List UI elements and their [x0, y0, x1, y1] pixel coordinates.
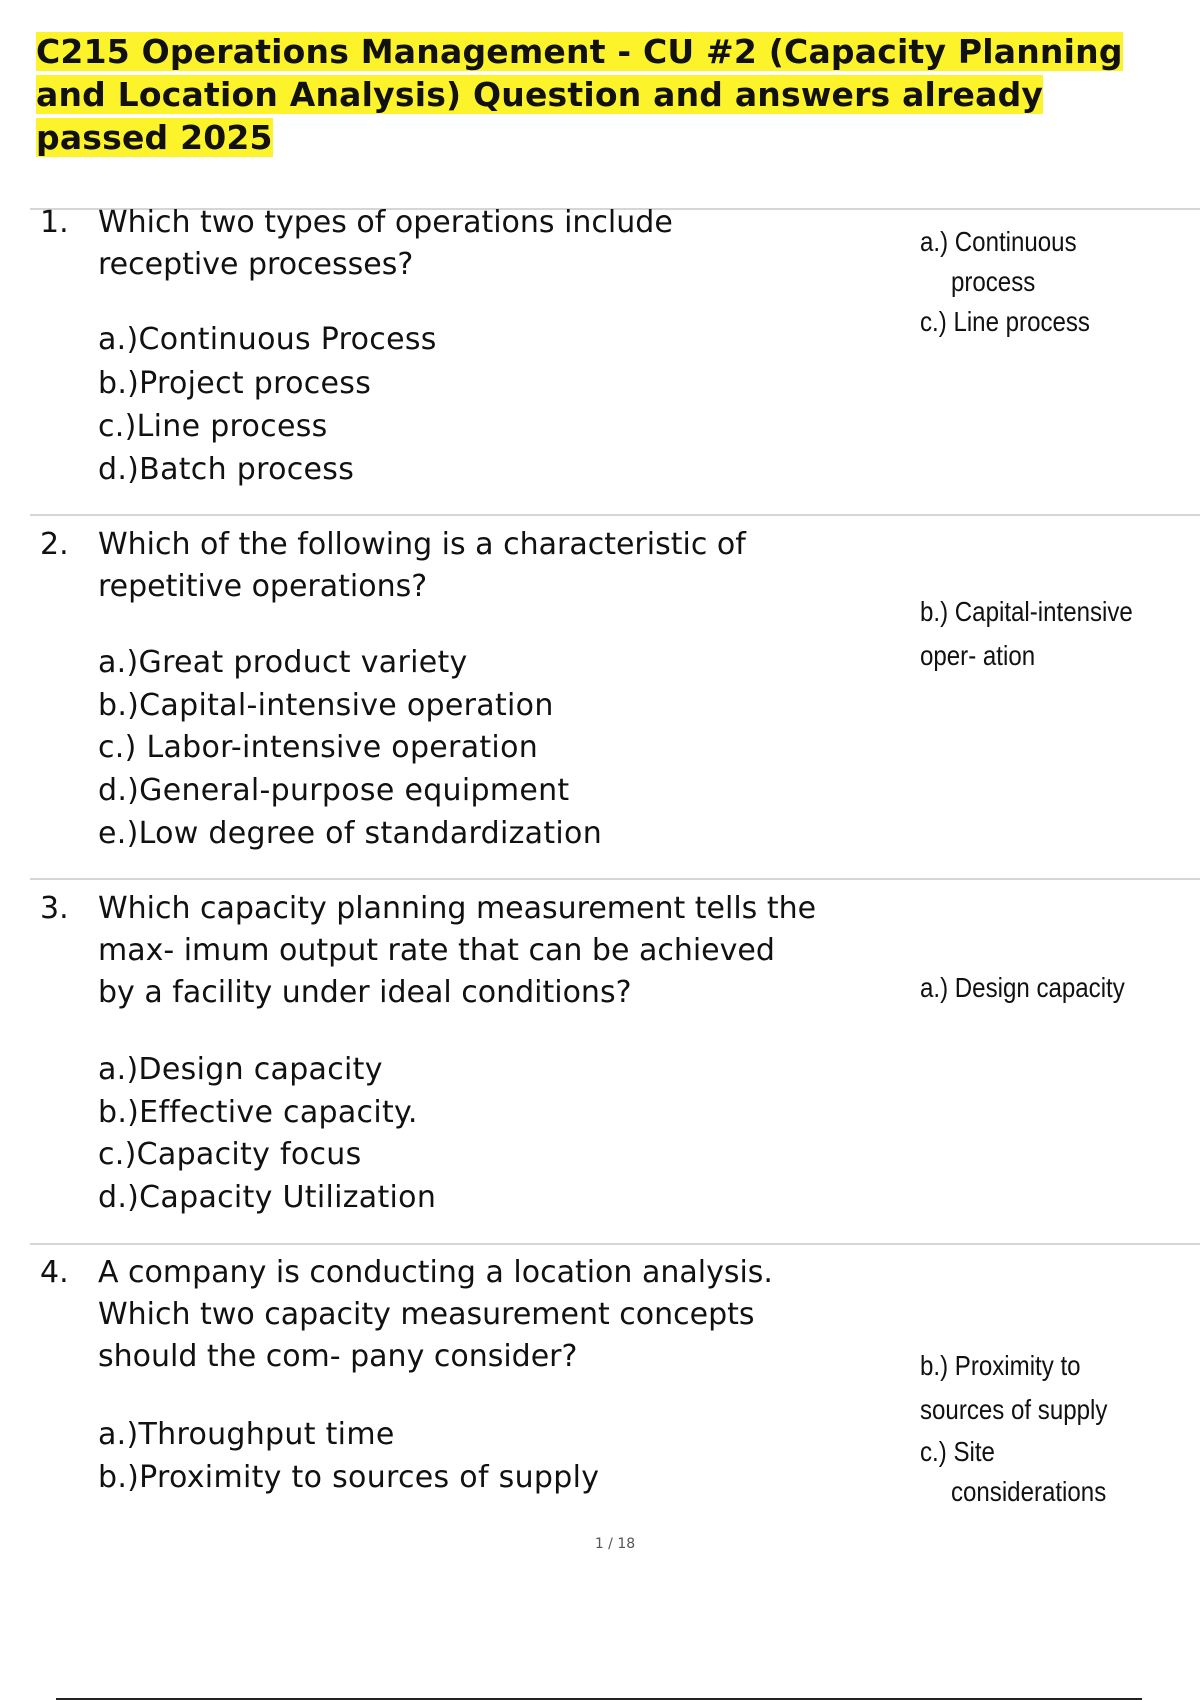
answer-line: b.) Capital-intensive	[920, 596, 1133, 627]
question-line: repetitive operations?	[98, 569, 428, 604]
option-c: c.)Capacity focus	[98, 1137, 362, 1172]
question-line: Which of the following is a characteristic of	[98, 527, 746, 562]
answer-line: a.) Continuous	[920, 226, 1077, 257]
question-number: 1.	[40, 205, 69, 240]
question-line: A company is conducting a location analysis.	[98, 1255, 773, 1290]
answer-1	[920, 222, 1152, 342]
option-d: d.)Batch process	[98, 452, 355, 487]
option-a: a.)Continuous Process	[98, 322, 437, 357]
question-number: 4.	[40, 1255, 69, 1290]
question-line: Which two types of operations include	[98, 205, 673, 240]
option-b: b.)Capital-intensive operation	[98, 688, 554, 723]
question-divider	[30, 1243, 1200, 1245]
question-2	[40, 524, 920, 604]
question-1	[40, 202, 920, 282]
page-number: 1 / 18	[594, 1536, 636, 1552]
option-d: d.)Capacity Utilization	[98, 1180, 437, 1215]
option-a: a.)Throughput time	[98, 1417, 395, 1452]
title-line: passed 2025	[36, 118, 273, 157]
option-d: d.)General-purpose equipment	[98, 773, 570, 808]
answer-line: c.) Site	[920, 1436, 995, 1467]
title-line: C215 Operations Management - CU #2 (Capacity Planning	[36, 32, 1123, 71]
question-number: 3.	[40, 891, 69, 926]
option-b: b.)Proximity to sources of supply	[98, 1460, 600, 1495]
option-c: c.) Labor-intensive operation	[98, 730, 539, 765]
answer-line: c.) Line process	[920, 306, 1090, 337]
answer-3	[920, 968, 1152, 1008]
document-title	[36, 30, 1156, 159]
title-line: and Location Analysis) Question and answers already	[36, 75, 1044, 114]
answer-line: process	[950, 266, 1036, 297]
option-c: c.)Line process	[98, 409, 328, 444]
answer-line: a.) Design capacity	[920, 972, 1125, 1003]
question-line: Which two capacity measurement concepts	[98, 1297, 755, 1332]
question-divider	[30, 878, 1200, 880]
question-3	[40, 888, 920, 1010]
option-b: b.)Project process	[98, 366, 372, 401]
question-line: receptive processes?	[98, 247, 414, 282]
answer-line: considerations	[950, 1476, 1107, 1507]
answer-line: sources of supply	[920, 1394, 1108, 1425]
answer-2	[920, 592, 1152, 676]
question-divider	[30, 514, 1200, 516]
answer-line: b.) Proximity to	[920, 1350, 1081, 1381]
question-line: Which capacity planning measurement tells the	[98, 891, 817, 926]
question-number: 2.	[40, 527, 69, 562]
option-b: b.)Effective capacity.	[98, 1095, 418, 1130]
question-4	[40, 1252, 920, 1374]
answer-4	[920, 1346, 1152, 1512]
answer-line: oper- ation	[920, 640, 1036, 671]
option-a: a.)Design capacity	[98, 1052, 383, 1087]
option-e: e.)Low degree of standardization	[98, 816, 603, 851]
question-line: should the com- pany consider?	[98, 1339, 578, 1374]
question-line: max- imum output rate that can be achieved	[98, 933, 775, 968]
question-line: by a facility under ideal conditions?	[98, 975, 632, 1010]
option-a: a.)Great product variety	[98, 645, 468, 680]
